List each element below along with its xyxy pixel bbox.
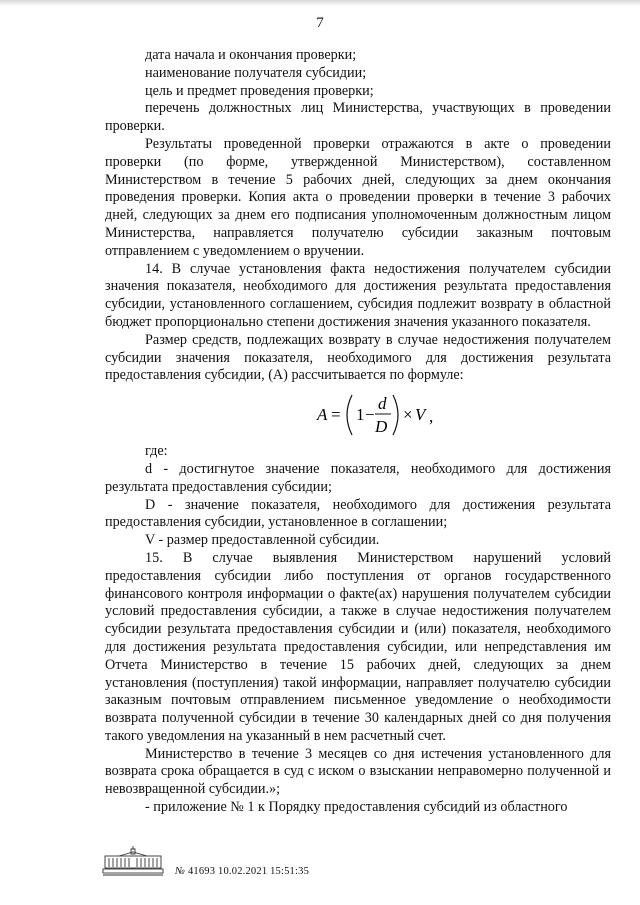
formula-left-paren <box>347 395 352 435</box>
formula-one: 1 <box>356 405 365 425</box>
paragraph-where: где: <box>145 443 168 460</box>
registration-number: 41693 <box>187 866 216 877</box>
formula-svg <box>315 387 455 443</box>
page-number: 7 <box>316 15 324 31</box>
paragraph-inspection-results: Результаты проведенной проверки отражаются в акте о проведении проверки (по форме, утвержденной Министерством), составленном Министерством в течение 5 рабочих дней, следующих за днем окончания проведения проверки. Копия акта о проведении проверки в течение 3 рабочих дней, следующих за днем его подписания уполномоченным должностным лицом Министерства, направляется получателю субсидии заказным почтовым отправлением с уведомлением о вручении. <box>105 135 611 259</box>
definition-V: V - размер предоставленной субсидии. <box>145 532 380 549</box>
definition-d: d - достигнутое значение показателя, необходимого для достижения результата предоставления субсидии; <box>105 460 611 495</box>
list-item-recipient: наименование получателя субсидии; <box>145 64 367 81</box>
paragraph-court: Министерство в течение 3 месяцев со дня истечения установленного для возврата срока обращается в суд с иском о взыскании неправомерно полученной и невозвращенной субсидии.»; <box>105 745 611 798</box>
list-item-purpose: цель и предмет проведения проверки; <box>145 82 374 99</box>
registration-stamp <box>175 866 309 877</box>
paragraph-appendix: - приложение № 1 к Порядку предоставления субсидий из областного <box>145 799 568 816</box>
formula-right-paren <box>393 395 398 435</box>
scan-edge-shadow <box>0 0 640 6</box>
formula-factor: V <box>415 405 426 425</box>
formula-equals: = <box>331 405 341 425</box>
formula-times: × <box>403 405 413 425</box>
formula-minus: − <box>365 405 375 425</box>
formula-lhs: A <box>317 405 328 425</box>
government-building-icon <box>101 846 165 878</box>
paragraph-refund-size: Размер средств, подлежащих возврату в случае недостижения получателем субсидии значения показателя, необходимого для достижения результата предоставления субсидии, (А) рассчитывается по формуле: <box>105 331 611 384</box>
formula-numerator: d <box>378 394 387 414</box>
document-body <box>105 47 611 817</box>
formula-denominator: D <box>375 417 388 437</box>
definition-D: D - значение показателя, необходимого для достижения результата предоставления субсидии, установленное в соглашении; <box>105 496 611 531</box>
list-item-dates: дата начала и окончания проверки; <box>145 47 357 63</box>
list-item-officials: перечень должностных лиц Министерства, участвующих в проведении проверки. <box>105 100 611 135</box>
refund-formula <box>105 387 611 443</box>
formula-comma: , <box>429 407 434 427</box>
paragraph-14: 14. В случае установления факта недостижения получателем субсидии значения показателя, необходимого для достижения результата предоставления субсидии, установленного соглашением, субсидия подлежит возврату в областной бюджет пропорционально степени достижения значения указанного показателя. <box>105 260 611 330</box>
number-symbol: № <box>175 866 186 877</box>
registration-datetime: 10.02.2021 15:51:35 <box>218 866 310 877</box>
paragraph-15: 15. В случае выявления Министерством нарушений условий предоставления субсидии либо поступления от органов государственного финансового контроля информации о факте(ах) нарушения получателем субсидии условий предоставления субсидии, а также в случае недостижения получателем субсидии результата предоставления субсидии и (или) показателя, необходимого для достижения результата предоставления субсидии, или непредставления им Отчета Министерство в течение 15 рабочих дней, следующих за днем установления (поступления) такой информации, направляет получателю субсидии заказным почтовым отправлением письменное уведомление о необходимости возврата полученной субсидии в течение 30 календарных дней со дня получения такого уведомления на указанный в нем расчетный счет. <box>105 549 611 744</box>
